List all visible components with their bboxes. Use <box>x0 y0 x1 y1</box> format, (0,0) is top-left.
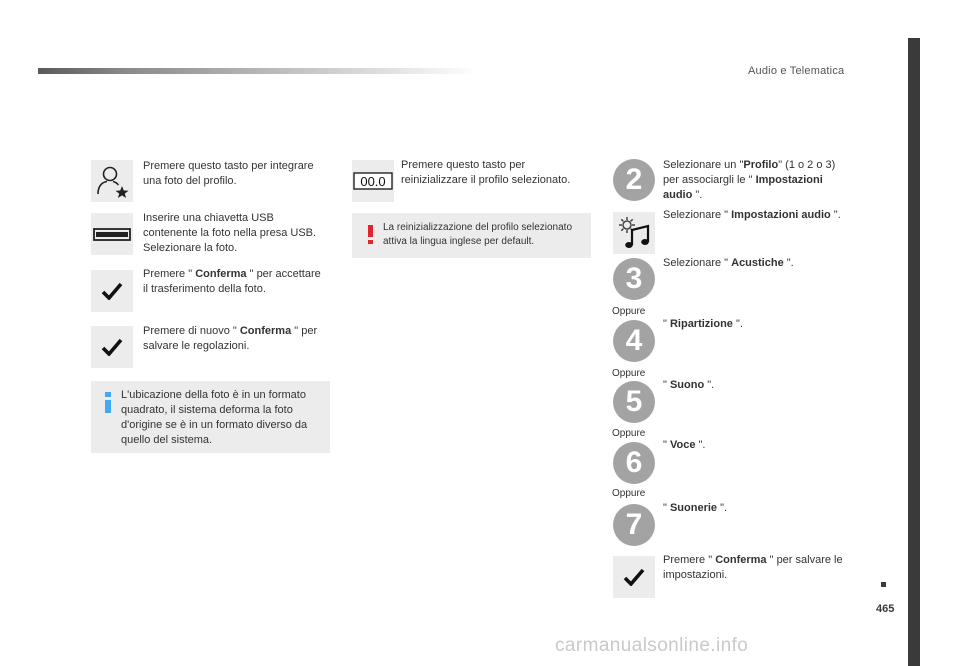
audio-settings-icon <box>615 214 653 252</box>
step-number-3: 3 <box>613 258 655 300</box>
step-number-6: 6 <box>613 442 655 484</box>
profile-photo-icon <box>93 162 131 200</box>
reset-profile-text: Premere questo tasto per reinizializzare il profilo selezionato. <box>401 159 571 186</box>
step2-text: Selezionare un "Profilo" (1 o 2 o 3) per associargli le " Impostazioni audio ". <box>663 159 836 201</box>
oppure-label: Oppure <box>612 428 646 439</box>
step-profile-photo-text: Premere questo tasto per integrare una foto del profilo. <box>143 160 314 187</box>
step-confirm-photo-text: Premere " Conferma " per accettare il trasferimento della foto. <box>143 268 321 295</box>
usb-stick-icon <box>93 224 131 244</box>
checkmark-icon <box>101 338 123 356</box>
step-confirm-settings-text: Premere di nuovo " Conferma " per salvare le regolazioni. <box>143 325 318 352</box>
info-note-text: L'ubicazione della foto è in un formato quadrato, il sistema deforma la foto d'origine se è in un formato diverso da quello del sistema. <box>121 389 308 446</box>
confirm-settings-button <box>91 326 133 368</box>
step-number-5: 5 <box>613 381 655 423</box>
step4-text: " Ripartizione ". <box>663 318 743 330</box>
warning-note-box <box>352 213 591 258</box>
usb-stick-box <box>91 213 133 255</box>
section-title: Audio e Telematica <box>748 65 845 77</box>
warning-note-text: La reinizializzazione del profilo selezionato attiva la lingua inglese per default. <box>383 222 572 247</box>
audio-settings-text: Selezionare " Impostazioni audio ". <box>663 209 841 221</box>
profile-photo-button <box>91 160 133 202</box>
step6-text: " Voce ". <box>663 439 706 451</box>
header-gradient-bar <box>38 68 478 74</box>
watermark: carmanualsonline.info <box>555 635 749 656</box>
info-note-box <box>91 381 330 453</box>
oppure-label: Oppure <box>612 306 646 317</box>
confirm-audio-text: Premere " Conferma " per salvare le impostazioni. <box>663 554 843 581</box>
step7-text: " Suonerie ". <box>663 502 728 514</box>
checkmark-icon <box>623 568 645 586</box>
step-number-7: 7 <box>613 504 655 546</box>
confirm-photo-button <box>91 270 133 312</box>
confirm-audio-button <box>613 556 655 598</box>
checkmark-icon <box>101 282 123 300</box>
oppure-label: Oppure <box>612 368 646 379</box>
reset-counter-label: 00.0 <box>360 174 386 189</box>
step5-text: " Suono ". <box>663 379 715 391</box>
step-usb-text: Inserire una chiavetta USB contenente la foto nella presa USB. Selezionare la foto. <box>143 212 317 254</box>
step-number-4: 4 <box>613 320 655 362</box>
audio-settings-box <box>613 212 655 254</box>
page-number: 465 <box>876 603 895 615</box>
side-tab-bar <box>908 38 920 666</box>
reset-profile-button <box>352 160 394 202</box>
step-number-2: 2 <box>613 159 655 201</box>
oppure-label: Oppure <box>612 488 646 499</box>
page-marker <box>881 582 886 587</box>
step3-text: Selezionare " Acustiche ". <box>663 257 794 269</box>
reset-counter-icon <box>353 171 393 191</box>
